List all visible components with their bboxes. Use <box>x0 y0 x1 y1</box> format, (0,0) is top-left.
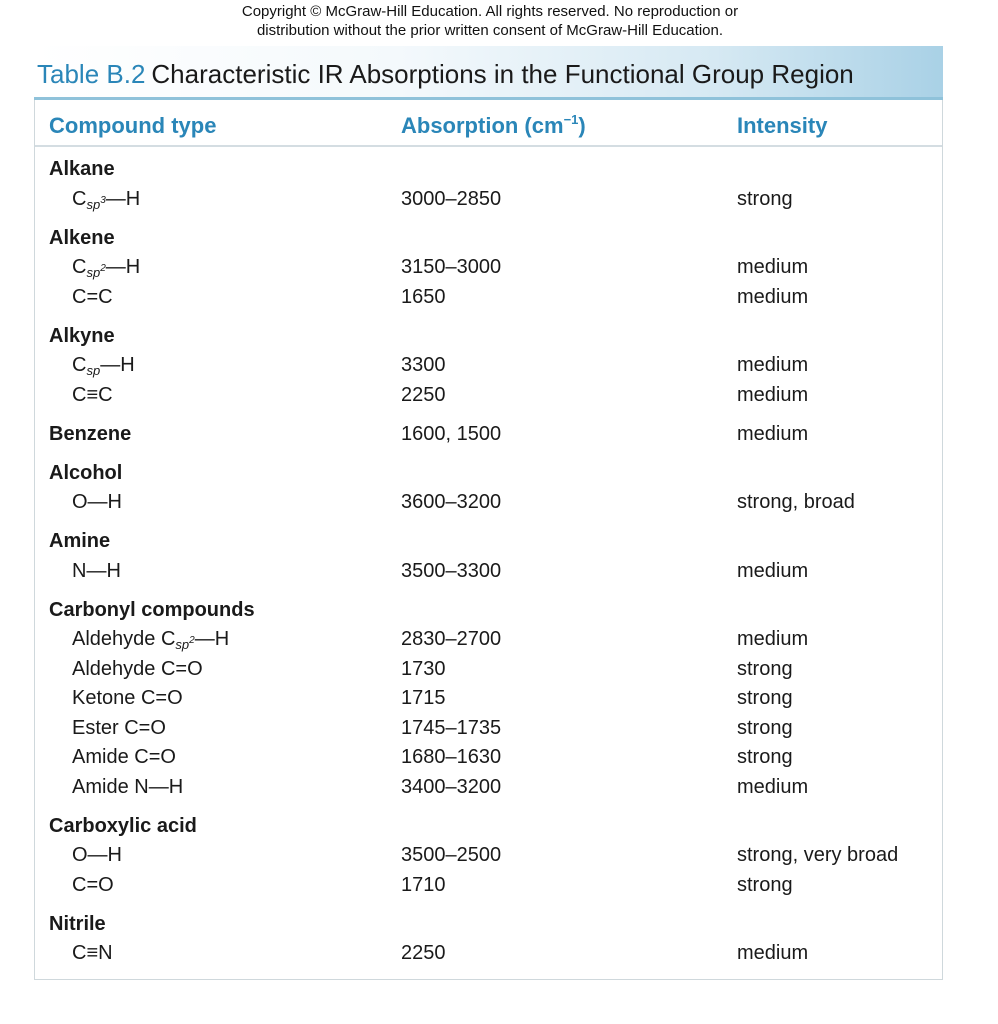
absorption-value: 1745–1735 <box>401 716 502 739</box>
bond-text: Ester C=O <box>72 716 166 739</box>
bond-text: C <box>72 187 87 210</box>
table-row <box>35 841 942 871</box>
hybridization-superscript: 2 <box>100 263 106 274</box>
bond-text: O—H <box>72 844 122 866</box>
header-absorption <box>401 113 586 139</box>
compound-bond-label <box>72 658 203 681</box>
table-group-row <box>35 459 942 489</box>
table-row <box>35 655 942 685</box>
intensity-value: medium <box>737 383 809 406</box>
compound-bond-label <box>72 491 122 514</box>
absorption-value: 3500–3300 <box>401 559 502 582</box>
table-row <box>35 684 942 714</box>
header-compound-type: Compound type <box>49 113 217 138</box>
intensity-value: strong, broad <box>737 491 855 513</box>
bond-text: C=O <box>72 873 114 896</box>
header-absorption-close: ) <box>578 113 586 138</box>
table-row <box>35 351 942 381</box>
compound-group-label: Alkane <box>49 158 115 180</box>
header-absorption-exponent: −1 <box>563 112 579 127</box>
bond-text: Ketone C=O <box>72 687 183 709</box>
hybridization-superscript: 2 <box>189 635 195 646</box>
table-row <box>35 185 942 215</box>
compound-bond-label <box>72 188 140 211</box>
table-row <box>35 773 942 803</box>
compound-group-label: Amine <box>49 530 111 552</box>
header-intensity: Intensity <box>737 113 828 138</box>
table-group-row <box>35 322 942 352</box>
table-group-row <box>35 155 942 185</box>
intensity-value: medium <box>737 775 809 798</box>
bond-text: C≡C <box>72 383 113 406</box>
compound-bond-label <box>72 717 166 740</box>
compound-group-label: Benzene <box>49 422 132 445</box>
compound-bond-label <box>72 560 121 583</box>
bond-text: N—H <box>72 559 121 582</box>
bond-text: Aldehyde C=O <box>72 657 203 680</box>
intensity-value: medium <box>737 942 809 964</box>
absorption-value: 2250 <box>401 383 446 406</box>
bond-text: Amide C=O <box>72 746 176 768</box>
table-number: Table B.2 <box>37 59 146 89</box>
compound-group-label: Carboxylic acid <box>49 814 197 837</box>
compound-bond-label <box>72 286 113 309</box>
compound-bond-label <box>72 874 114 897</box>
bond-suffix: —H <box>105 187 141 210</box>
compound-bond-label <box>72 746 176 769</box>
hybridization-subscript: sp2 <box>175 635 195 652</box>
bond-suffix: —H <box>100 354 135 376</box>
absorption-value: 1680–1630 <box>401 746 502 768</box>
bond-suffix: —H <box>105 256 141 278</box>
bond-text: O—H <box>72 491 122 513</box>
copyright-line-1: Copyright © McGraw-Hill Education. All rights reserved. No reproduction or <box>241 3 739 20</box>
header-absorption-text: Absorption (cm <box>401 113 564 138</box>
table-row <box>35 381 942 411</box>
table-row <box>35 253 942 283</box>
compound-bond-label <box>72 384 113 407</box>
compound-bond-label <box>72 687 183 710</box>
compound-group-label: Nitrile <box>49 912 106 935</box>
compound-group-label: Alkyne <box>49 324 115 347</box>
hybridization-subscript: sp2 <box>86 263 106 280</box>
intensity-value: strong <box>737 746 793 768</box>
absorption-value: 3000–2850 <box>401 187 502 210</box>
intensity-value: strong, very broad <box>737 844 899 866</box>
table-row <box>35 743 942 773</box>
table-caption: Characteristic IR Absorptions in the Functional Group Region <box>151 59 854 89</box>
intensity-value: medium <box>737 628 809 650</box>
hybridization-superscript: 3 <box>100 194 106 206</box>
bond-text: Amide N—H <box>72 775 184 798</box>
hybridization-subscript: sp <box>86 363 101 378</box>
intensity-value: medium <box>737 285 809 308</box>
intensity-value: medium <box>737 256 809 278</box>
intensity-value: strong <box>737 687 793 709</box>
absorption-value: 2830–2700 <box>401 628 502 650</box>
table-group-row <box>35 596 942 626</box>
compound-bond-label <box>72 628 229 651</box>
bond-text: C <box>72 256 87 278</box>
table-group-row <box>35 812 942 842</box>
bond-text: Aldehyde C <box>72 628 176 650</box>
copyright-line-2: distribution without the prior written consent of McGraw-Hill Education. <box>256 22 724 39</box>
compound-bond-label <box>72 256 140 279</box>
absorption-value: 3150–3000 <box>401 256 502 278</box>
absorption-value: 1730 <box>401 657 446 680</box>
table-row <box>35 488 942 518</box>
bond-text: C <box>72 354 87 376</box>
absorption-value: 1600, 1500 <box>401 422 502 445</box>
table-group-row <box>35 420 942 450</box>
table-row <box>35 871 942 901</box>
intensity-value: medium <box>737 422 809 445</box>
intensity-value: strong <box>737 873 793 896</box>
table-row <box>35 714 942 744</box>
hybridization-subscript: sp3 <box>86 194 106 212</box>
absorption-value: 3500–2500 <box>401 844 502 866</box>
table-header-row <box>35 105 942 147</box>
bond-text: C=C <box>72 285 113 308</box>
table-group-row <box>35 527 942 557</box>
absorption-value: 3400–3200 <box>401 775 502 798</box>
table-title-bar <box>34 46 943 100</box>
absorption-value: 1710 <box>401 873 446 896</box>
compound-bond-label <box>72 844 122 867</box>
compound-bond-label <box>72 354 135 377</box>
compound-bond-label <box>72 942 113 965</box>
table-row <box>35 939 942 969</box>
intensity-value: strong <box>737 716 793 739</box>
absorption-value: 2250 <box>401 942 446 964</box>
bond-suffix: —H <box>194 628 230 650</box>
compound-group-label: Alcohol <box>49 461 123 484</box>
compound-bond-label <box>72 776 183 799</box>
copyright-notice <box>0 2 980 40</box>
absorption-value: 1650 <box>401 285 446 308</box>
absorption-value: 3600–3200 <box>401 491 502 513</box>
compound-group-label: Alkene <box>49 226 115 249</box>
bond-text: C≡N <box>72 942 113 964</box>
table-title <box>37 59 854 90</box>
absorption-value: 3300 <box>401 354 446 376</box>
ir-absorption-table <box>34 46 943 980</box>
intensity-value: medium <box>737 559 809 582</box>
table-row <box>35 283 942 313</box>
intensity-value: strong <box>737 187 793 210</box>
table-row <box>35 557 942 587</box>
intensity-value: strong <box>737 657 793 680</box>
intensity-value: medium <box>737 354 809 376</box>
absorption-value: 1715 <box>401 687 446 709</box>
table-row <box>35 625 942 655</box>
table-group-row <box>35 224 942 254</box>
compound-group-label: Carbonyl compounds <box>49 598 255 621</box>
table-group-row <box>35 910 942 940</box>
